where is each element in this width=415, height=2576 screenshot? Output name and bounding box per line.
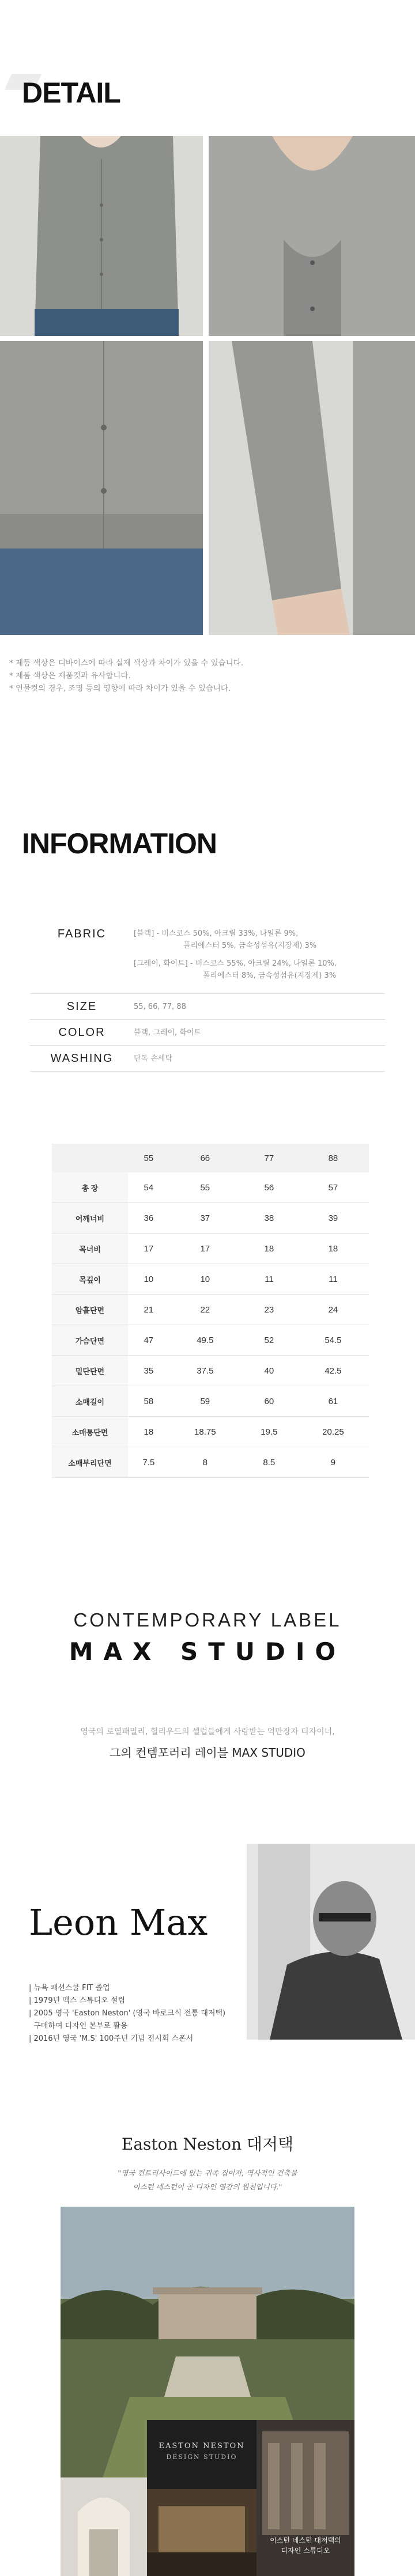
size-cell: 56	[241, 1172, 297, 1203]
table-row	[52, 1234, 369, 1264]
information-title: INFORMATION	[22, 827, 217, 860]
size-cell: 10	[169, 1264, 241, 1295]
leon-max-name: Leon Max	[29, 1901, 208, 1943]
info-row-size	[30, 994, 385, 1020]
size-cell: 18	[297, 1234, 369, 1264]
easton-quote: "영국 컨트리사이드에 있는 귀족 집이자, 역사적인 건축물	[118, 2169, 297, 2177]
size-cell: 47	[128, 1325, 169, 1356]
bio-line: 구매하여 디자인 본부로 활용	[29, 2022, 128, 2030]
size-cell: 42.5	[297, 1356, 369, 1386]
size-row-label: 총 장	[52, 1172, 128, 1203]
bio-line: | 2016년 영국 'M.S' 100주년 기념 전시회 스폰서	[29, 2034, 194, 2043]
size-cell: 9	[297, 1447, 369, 1478]
easton-hall-photo	[61, 2477, 147, 2576]
easton-studio-sign-photo	[147, 2420, 256, 2489]
size-cell: 49.5	[169, 1325, 241, 1356]
info-row-fabric	[30, 921, 385, 994]
size-header-cell: 88	[297, 1144, 369, 1172]
size-cell: 57	[297, 1172, 369, 1203]
info-value: 블랙, 그레이, 화이트	[134, 1028, 201, 1037]
easton-interior-photo	[147, 2489, 256, 2576]
size-cell: 24	[297, 1295, 369, 1325]
size-cell: 18	[128, 1417, 169, 1447]
info-label: COLOR	[58, 1026, 105, 1039]
info-label: SIZE	[66, 1000, 97, 1013]
table-row	[52, 1386, 369, 1417]
size-row-label: 암홀단면	[52, 1295, 128, 1325]
bio-line: | 2005 영국 'Easton Neston' (영국 바로크식 전통 대저택)	[29, 2009, 226, 2018]
size-cell: 23	[241, 1295, 297, 1325]
size-cell: 36	[128, 1203, 169, 1234]
size-cell: 8.5	[241, 1447, 297, 1478]
info-value: 단독 손세탁	[134, 1054, 172, 1063]
size-chart-table	[52, 1144, 369, 1478]
size-cell: 54.5	[297, 1325, 369, 1356]
brand-desc: 영국의 로열패밀리, 헐리우드의 셀럽들에게 사랑받는 억만장자 디자이너,	[80, 1727, 335, 1737]
info-row-color	[30, 1020, 385, 1046]
size-cell: 11	[241, 1264, 297, 1295]
detail-photo-closeup-neck	[209, 136, 415, 336]
size-cell: 11	[297, 1264, 369, 1295]
detail-title: DETAIL	[22, 77, 120, 109]
size-cell: 52	[241, 1325, 297, 1356]
easton-title: Easton Neston 대저택	[121, 2135, 294, 2154]
bio-line: | 뉴욕 패션스쿨 FIT 졸업	[29, 1984, 110, 1992]
size-cell: 22	[169, 1295, 241, 1325]
fabric-line: 폴리에스터 8%, 금속성섬유(지장제) 3%	[203, 971, 337, 980]
studio-sign-text: EASTON NESTON	[159, 2442, 245, 2450]
size-cell: 10	[128, 1264, 169, 1295]
size-cell: 39	[297, 1203, 369, 1234]
studio-caption: 디자인 스튜디오	[281, 2547, 330, 2555]
info-label: WASHING	[50, 1051, 114, 1065]
table-row	[52, 1356, 369, 1386]
size-row-label: 목깊이	[52, 1264, 128, 1295]
size-row-label: 밑단단면	[52, 1356, 128, 1386]
table-row	[52, 1447, 369, 1478]
size-header-cell	[52, 1144, 128, 1172]
table-row	[52, 1264, 369, 1295]
table-row	[52, 1295, 369, 1325]
leon-max-portrait	[247, 1844, 415, 2040]
size-cell: 58	[128, 1386, 169, 1417]
size-cell: 20.25	[297, 1417, 369, 1447]
detail-photo-sleeve	[209, 341, 415, 635]
size-chart-header	[52, 1144, 369, 1172]
size-cell: 40	[241, 1356, 297, 1386]
size-row-label: 가슴단면	[52, 1325, 128, 1356]
size-cell: 55	[169, 1172, 241, 1203]
size-cell: 37	[169, 1203, 241, 1234]
table-row	[52, 1203, 369, 1234]
size-row-label: 목너비	[52, 1234, 128, 1264]
size-header-cell: 55	[128, 1144, 169, 1172]
info-row-washing	[30, 1046, 385, 1072]
size-row-label: 소매길이	[52, 1386, 128, 1417]
detail-note: * 제품 색상은 제품컷과 유사합니다.	[9, 671, 131, 680]
size-cell: 18	[241, 1234, 297, 1264]
brand-eyebrow: CONTEMPORARY LABEL	[73, 1609, 342, 1631]
detail-note: * 제품 색상은 디바이스에 따라 실제 색상과 차이가 있을 수 있습니다.	[9, 659, 244, 668]
size-cell: 8	[169, 1447, 241, 1478]
size-cell: 18.75	[169, 1417, 241, 1447]
bio-line: | 1979년 맥스 스튜디오 설립	[29, 1996, 126, 2005]
leon-max-bio	[29, 1982, 225, 2045]
size-cell: 38	[241, 1203, 297, 1234]
size-header-cell: 66	[169, 1144, 241, 1172]
size-cell: 35	[128, 1356, 169, 1386]
info-label: FABRIC	[57, 928, 107, 940]
size-row-label: 어깨너비	[52, 1203, 128, 1234]
detail-photo-hem	[0, 341, 203, 635]
size-cell: 7.5	[128, 1447, 169, 1478]
info-value: 55, 66, 77, 88	[134, 1002, 186, 1011]
size-header-cell: 77	[241, 1144, 297, 1172]
easton-studio-photo	[256, 2420, 354, 2576]
table-row	[52, 1325, 369, 1356]
fabric-line: [블랙] - 비스코스 50%, 아크릴 33%, 나일론 9%,	[134, 929, 299, 938]
table-row	[52, 1172, 369, 1203]
size-row-label: 소매부리단면	[52, 1447, 128, 1478]
size-row-label: 소매통단면	[52, 1417, 128, 1447]
size-cell: 19.5	[241, 1417, 297, 1447]
fabric-line: 폴리에스터 5%, 금속성섬유(지장제) 3%	[183, 941, 317, 950]
table-row	[52, 1417, 369, 1447]
detail-notes	[9, 657, 243, 695]
fabric-line: [그레이, 화이트] - 비스코스 55%, 아크릴 24%, 나일론 10%,	[134, 959, 337, 968]
size-cell: 17	[128, 1234, 169, 1264]
brand-name: MAX STUDIO	[69, 1637, 346, 1666]
easton-quote: 이스턴 네스턴이 곧 디자인 영감의 원천입니다."	[133, 2182, 282, 2191]
information-table	[30, 921, 385, 1072]
size-cell: 17	[169, 1234, 241, 1264]
size-cell: 21	[128, 1295, 169, 1325]
size-cell: 61	[297, 1386, 369, 1417]
studio-sign-text: DESIGN STUDIO	[166, 2453, 237, 2461]
size-cell: 37.5	[169, 1356, 241, 1386]
studio-caption: 이스턴 네스턴 대저택의	[270, 2536, 341, 2544]
size-cell: 60	[241, 1386, 297, 1417]
info-value	[134, 921, 385, 993]
brand-desc-strong: 그의 컨템포러리 레이블 MAX STUDIO	[110, 1746, 305, 1760]
detail-photo-front	[0, 136, 203, 336]
size-cell: 54	[128, 1172, 169, 1203]
size-cell: 59	[169, 1386, 241, 1417]
detail-note: * 인물컷의 경우, 조명 등의 영향에 따라 차이가 있을 수 있습니다.	[9, 684, 231, 693]
